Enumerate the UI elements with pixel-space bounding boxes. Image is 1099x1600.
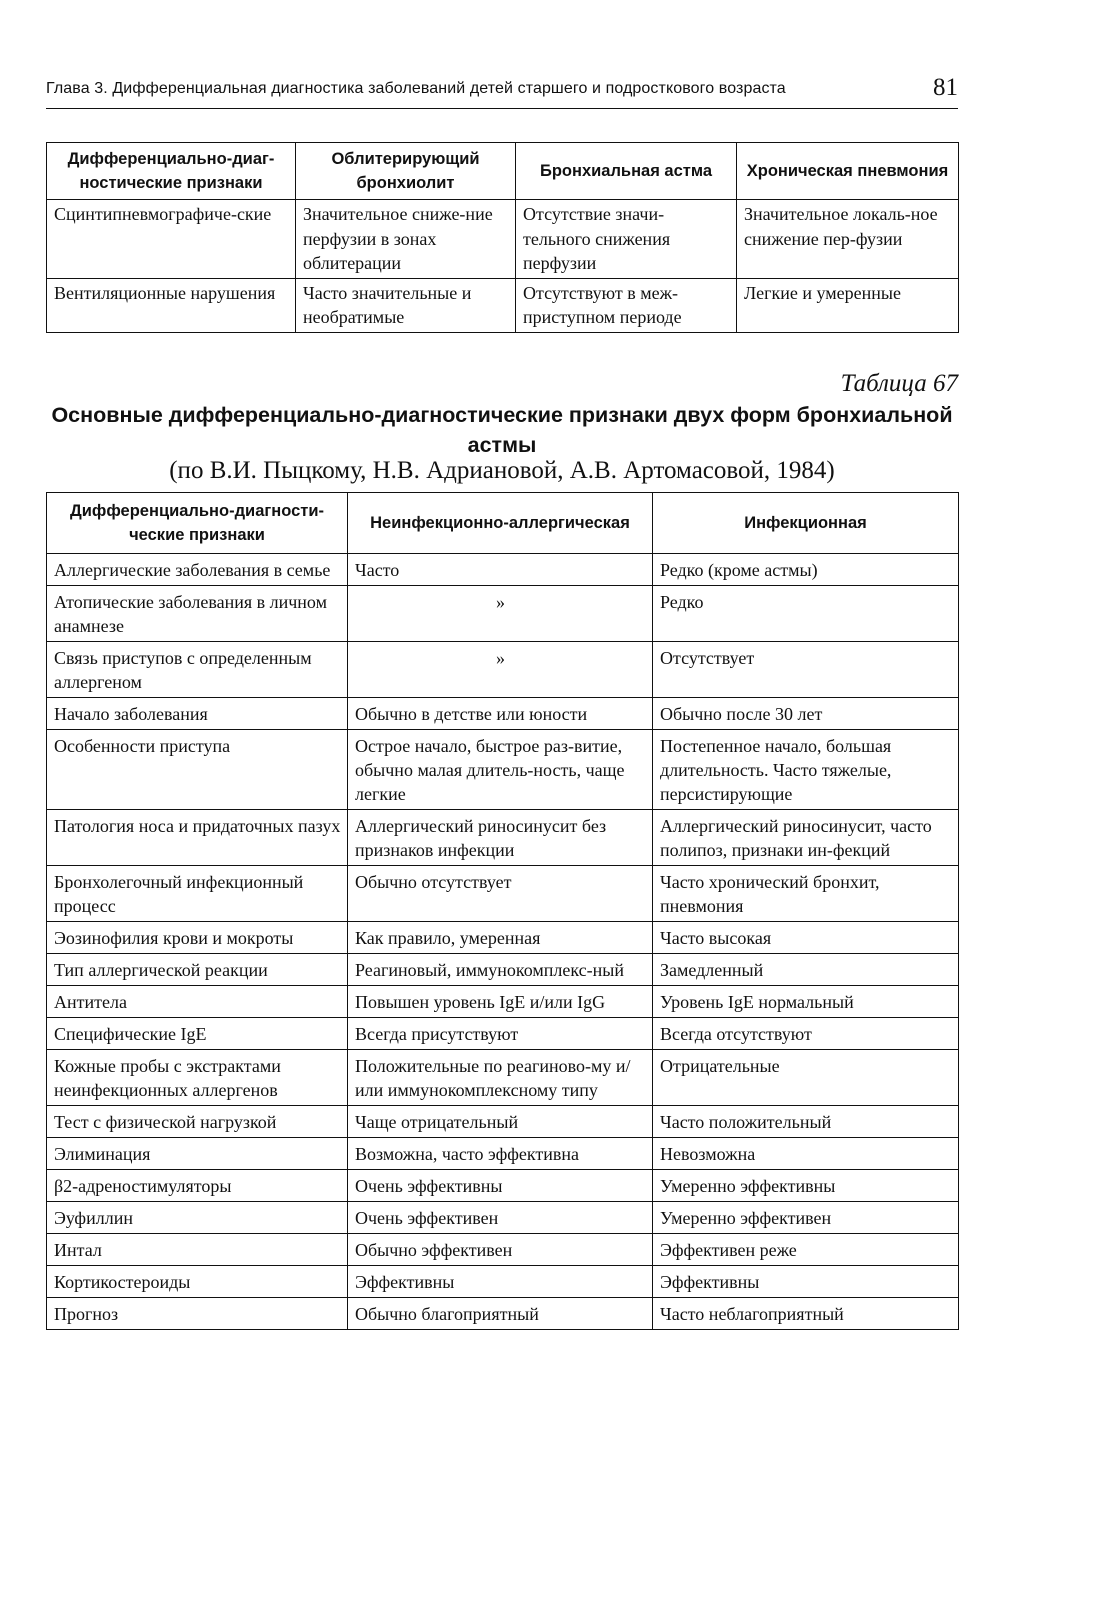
table-cell: Антитела xyxy=(47,986,348,1018)
table-cell: Эффективен реже xyxy=(653,1234,959,1266)
continued-table xyxy=(46,142,959,333)
table-cell: Отсутствуют в меж-приступном периоде xyxy=(516,278,737,332)
table-row xyxy=(47,698,959,730)
table-cell: Сцинтипневмографиче-ские xyxy=(47,200,296,279)
table-cell: Эозинофилия крови и мокроты xyxy=(47,922,348,954)
table-row xyxy=(47,730,959,810)
column-header: Бронхиальная астма xyxy=(516,143,737,200)
table-cell: Часто xyxy=(348,554,653,586)
table-cell: Часто значительные и необратимые xyxy=(296,278,516,332)
table-cell: Острое начало, быстрое раз-витие, обычно малая длитель-ность, чаще легкие xyxy=(348,730,653,810)
table-row xyxy=(47,642,959,698)
table-cell: Легкие и умеренные xyxy=(737,278,959,332)
table-cell: Бронхолегочный инфекционный процесс xyxy=(47,866,348,922)
table-header-row xyxy=(47,143,959,200)
table-cell: Особенности приступа xyxy=(47,730,348,810)
table-cell: β2-адреностимуляторы xyxy=(47,1170,348,1202)
table-row xyxy=(47,1202,959,1234)
table-cell: Умеренно эффективны xyxy=(653,1170,959,1202)
table-cell: Обычно благоприятный xyxy=(348,1298,653,1330)
column-header: Хроническая пневмония xyxy=(737,143,959,200)
table-cell: Как правило, умеренная xyxy=(348,922,653,954)
table-cell: Обычно в детстве или юности xyxy=(348,698,653,730)
table-row xyxy=(47,866,959,922)
table-cell: Значительное локаль-ное снижение пер-фузии xyxy=(737,200,959,279)
table-row xyxy=(47,922,959,954)
table-title: Основные дифференциально-диагностические признаки двух форм бронхиальной астмы xyxy=(51,403,953,457)
table-row xyxy=(47,586,959,642)
table-row xyxy=(47,810,959,866)
table-cell: Связь приступов с определенным аллергеном xyxy=(47,642,348,698)
table-cell: » xyxy=(348,642,653,698)
table-row xyxy=(47,1050,959,1106)
table-row xyxy=(47,200,959,279)
table-cell: Тип аллергической реакции xyxy=(47,954,348,986)
table-cell: Умеренно эффективен xyxy=(653,1202,959,1234)
table-cell: Возможна, часто эффективна xyxy=(348,1138,653,1170)
table-cell: Тест с физической нагрузкой xyxy=(47,1106,348,1138)
table-row xyxy=(47,1266,959,1298)
table-row xyxy=(47,1018,959,1050)
table-cell: Всегда присутствуют xyxy=(348,1018,653,1050)
page-number: 81 xyxy=(933,74,958,101)
column-header: Дифференциально-диагности-ческие признаки xyxy=(47,493,348,554)
table-cell: Редко (кроме астмы) xyxy=(653,554,959,586)
table-row xyxy=(47,554,959,586)
table-cell: Отрицательные xyxy=(653,1050,959,1106)
column-header: Облитерирующий бронхиолит xyxy=(296,143,516,200)
table-cell: Повышен уровень IgE и/или IgG xyxy=(348,986,653,1018)
column-header: Дифференциально-диаг-ностические признаки xyxy=(47,143,296,200)
table-cell: Невозможна xyxy=(653,1138,959,1170)
table-cell: Специфические IgE xyxy=(47,1018,348,1050)
table-source: (по В.И. Пыцкому, Н.В. Адриановой, А.В. Артомасовой, 1984) xyxy=(169,457,835,484)
page-header xyxy=(46,76,958,109)
table-number: Таблица 67 xyxy=(840,370,958,397)
table-cell: Кортикостероиды xyxy=(47,1266,348,1298)
table-cell: » xyxy=(348,586,653,642)
table-cell: Элиминация xyxy=(47,1138,348,1170)
table-cell: Патология носа и придаточных пазух xyxy=(47,810,348,866)
table-cell: Всегда отсутствуют xyxy=(653,1018,959,1050)
table-cell: Аллергические заболевания в семье xyxy=(47,554,348,586)
table-row xyxy=(47,954,959,986)
table-cell: Обычно эффективен xyxy=(348,1234,653,1266)
table-cell: Положительные по реагиново-му и/или иммунокомплексному типу xyxy=(348,1050,653,1106)
table-cell: Очень эффективен xyxy=(348,1202,653,1234)
table-cell: Редко xyxy=(653,586,959,642)
table-cell: Аллергический риносинусит, часто полипоз, признаки ин-фекций xyxy=(653,810,959,866)
table-cell: Уровень IgE нормальный xyxy=(653,986,959,1018)
table-cell: Часто положительный xyxy=(653,1106,959,1138)
table-cell: Чаще отрицательный xyxy=(348,1106,653,1138)
table-cell: Прогноз xyxy=(47,1298,348,1330)
table-cell: Обычно после 30 лет xyxy=(653,698,959,730)
table-cell: Эффективны xyxy=(348,1266,653,1298)
table-cell: Эуфиллин xyxy=(47,1202,348,1234)
table-row xyxy=(47,1106,959,1138)
asthma-forms-table xyxy=(46,492,959,1330)
table-cell: Замедленный xyxy=(653,954,959,986)
table-cell: Эффективны xyxy=(653,1266,959,1298)
table-cell: Кожные пробы с экстрактами неинфекционных аллергенов xyxy=(47,1050,348,1106)
table-header-row xyxy=(47,493,959,554)
table-row xyxy=(47,1298,959,1330)
table-cell: Отсутствует xyxy=(653,642,959,698)
table-cell: Значительное сниже-ние перфузии в зонах облитерации xyxy=(296,200,516,279)
table-cell: Отсутствие значи-тельного снижения перфузии xyxy=(516,200,737,279)
table-cell: Постепенное начало, большая длительность. Часто тяжелые, персистирующие xyxy=(653,730,959,810)
table-cell: Интал xyxy=(47,1234,348,1266)
table-cell: Часто высокая xyxy=(653,922,959,954)
table-cell: Вентиляционные нарушения xyxy=(47,278,296,332)
table-row xyxy=(47,1138,959,1170)
table-row xyxy=(47,986,959,1018)
table-cell: Часто неблагоприятный xyxy=(653,1298,959,1330)
table-cell: Очень эффективны xyxy=(348,1170,653,1202)
table-row xyxy=(47,1170,959,1202)
table-cell: Обычно отсутствует xyxy=(348,866,653,922)
table-row xyxy=(47,1234,959,1266)
table-cell: Аллергический риносинусит без признаков инфекции xyxy=(348,810,653,866)
table-row xyxy=(47,278,959,332)
table-cell: Часто хронический бронхит, пневмония xyxy=(653,866,959,922)
table-cell: Атопические заболевания в личном анамнезе xyxy=(47,586,348,642)
running-title: Глава 3. Дифференциальная диагностика заболеваний детей старшего и подросткового возраста xyxy=(46,80,786,97)
column-header: Неинфекционно-аллергическая xyxy=(348,493,653,554)
column-header: Инфекционная xyxy=(653,493,959,554)
table-cell: Начало заболевания xyxy=(47,698,348,730)
table-cell: Реагиновый, иммунокомплекс-ный xyxy=(348,954,653,986)
